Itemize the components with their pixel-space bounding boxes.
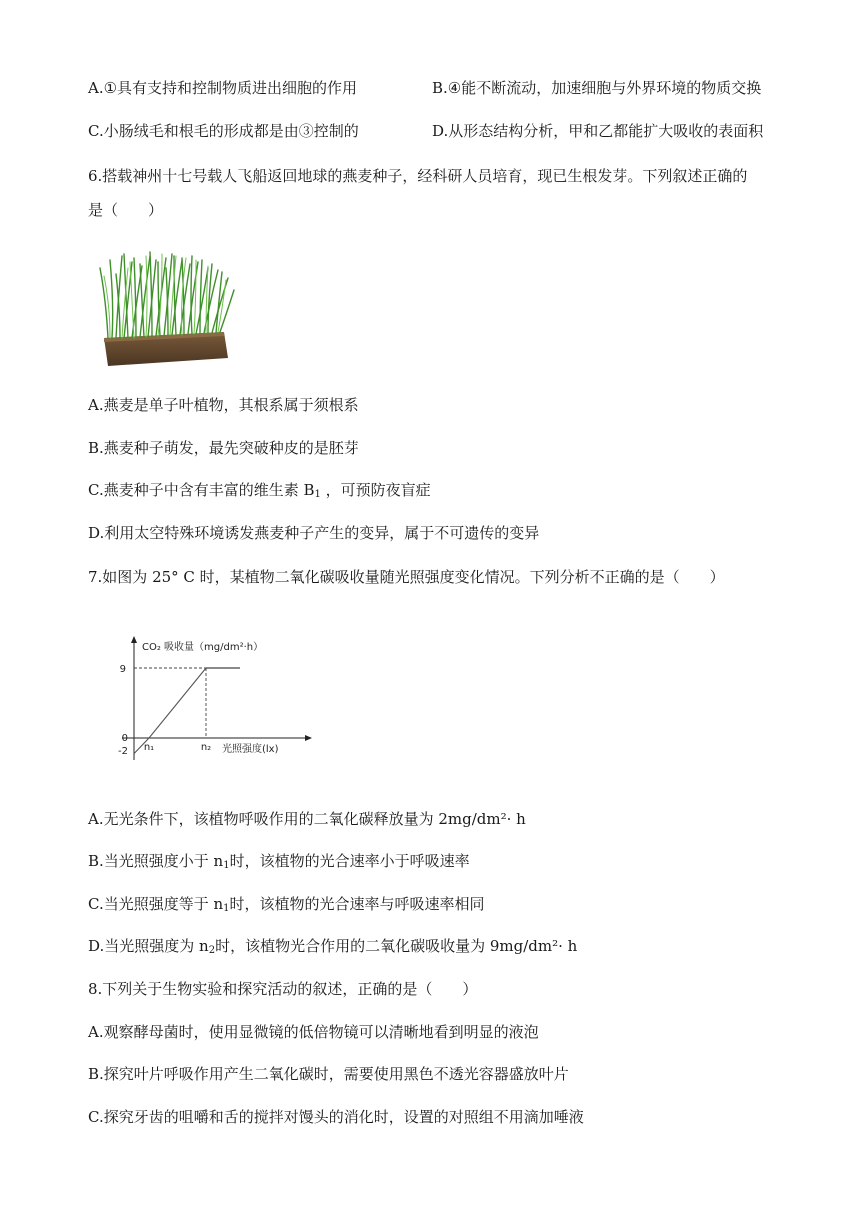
x-axis-label: 光照强度(lx) [222,744,279,755]
q7-option-d-subscript: 2 [208,945,216,956]
q6-stem-line2: 是（ ） [88,201,164,219]
q7-option-c-subscript: 1 [223,903,230,914]
q7-option-c-text-end: 时，该植物的光合速率与呼吸速率相同 [229,895,485,913]
x-axis-arrow [305,735,312,741]
q7-option-d-text: D.当光照强度为 n [88,937,209,955]
q6-option-d: D.利用太空特殊环境诱发燕麦种子产生的变异，属于不可遗传的变异 [88,524,540,542]
q6-option-c-text: C.燕麦种子中含有丰富的维生素 B [88,481,315,499]
q8-option-c: C.探究牙齿的咀嚼和舌的搅拌对馒头的消化时，设置的对照组不用滴加唾液 [88,1108,584,1126]
q7-option-d-text-end: 时，该植物光合作用的二氧化碳吸收量为 9mg/dm²· h [215,937,578,955]
q7-option-b-text-end: 时，该植物的光合速率小于呼吸速率 [229,852,470,870]
q5-option-d: D.从形态结构分析，甲和乙都能扩大吸收的表面积 [432,122,764,140]
q7-option-c-text: C.当光照强度等于 n [88,895,224,913]
y-tick-0: 0 [121,733,128,744]
x-tick-n2: n₂ [200,742,212,753]
q6-option-c-text-end: ，可预防夜盲症 [320,481,431,499]
q7-option-d [88,936,577,961]
q5-option-b: B.④能不断流动，加速细胞与外界环境的物质交换 [432,79,762,97]
co2-absorption-chart [112,636,312,770]
y-tick-9: 9 [119,664,126,675]
co2-curve [134,668,206,754]
q5-option-a: A.①具有支持和控制物质进出细胞的作用 [88,79,358,97]
y-axis-arrow [131,636,137,643]
q7-option-c [88,894,485,919]
q7-option-b [88,851,470,876]
q6-option-a: A.燕麦是单子叶植物，其根系属于须根系 [88,396,359,414]
y-axis-label: CO₂ 吸收量（mg/dm²·h） [142,642,264,653]
q7-option-b-subscript: 1 [223,860,230,871]
q8-stem: 8.下列关于生物实验和探究活动的叙述，正确的是（ ） [88,980,478,998]
q6-option-c [88,480,431,505]
oat-sprouts-image [96,250,236,370]
q5-option-c: C.小肠绒毛和根毛的形成都是由③控制的 [88,122,359,140]
q7-option-a: A.无光条件下，该植物呼吸作用的二氧化碳释放量为 2mg/dm²· h [88,810,526,828]
q8-option-a: A.观察酵母菌时，使用显微镜的低倍物镜可以清晰地看到明显的液泡 [88,1023,539,1041]
q6-stem-line1: 6.搭载神州十七号载人飞船返回地球的燕麦种子，经科研人员培育，现已生根发芽。下列叙述正确的 [88,167,748,185]
q8-option-b: B.探究叶片呼吸作用产生二氧化碳时，需要使用黑色不透光容器盛放叶片 [88,1065,569,1083]
q6-option-b: B.燕麦种子萌发，最先突破种皮的是胚芽 [88,439,359,457]
y-tick-minus2: -2 [118,746,128,757]
q7-option-b-text: B.当光照强度小于 n [88,852,224,870]
q6-option-c-subscript: 1 [314,489,321,500]
x-tick-n1: n₁ [143,742,155,753]
q7-stem: 7.如图为 25° C 时，某植物二氧化碳吸收量随光照强度变化情况。下列分析不正确的是（ ） [88,568,725,586]
